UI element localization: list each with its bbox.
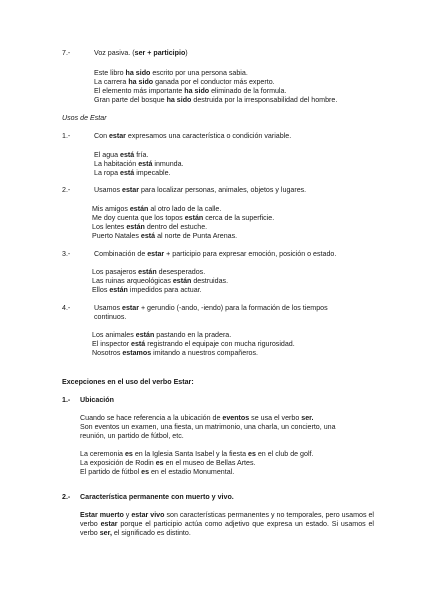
example-line: Las ruinas arqueológicas están destruidas.: [92, 277, 229, 285]
paragraph-line: reunión, un partido de fútbol, etc.: [80, 432, 184, 440]
example-line: El agua está fría.: [94, 151, 149, 159]
rule-text-continued: continuos.: [94, 313, 127, 321]
item-number: 3.-: [62, 250, 71, 258]
paragraph-line: Son eventos un examen, una fiesta, un matrimonio, una charla, un concierto, una: [80, 423, 336, 431]
example-line: El inspector está registrando el equipaje con mucha rigurosidad.: [92, 340, 295, 348]
rule-text: Combinación de estar + participio para expresar emoción, posición o estado.: [94, 250, 337, 258]
rule-text: Usamos estar para localizar personas, animales, objetos y lugares.: [94, 186, 307, 194]
example-line: Nosotros estamos imitando a nuestros compañeros.: [92, 349, 259, 357]
example-line: El elemento más importante ha sido eliminado de la formula.: [94, 87, 287, 95]
section-title: Usos de Estar: [62, 114, 107, 122]
example-line: Los pasajeros están desesperados.: [92, 268, 206, 276]
section-heading: Voz pasiva. (ser + participio): [94, 49, 188, 57]
example-line: La habitación está inmunda.: [94, 160, 184, 168]
example-line: Los animales están pastando en la pradera.: [92, 331, 232, 339]
item-number: 4.-: [62, 304, 71, 312]
example-line: Me doy cuenta que los topos están cerca de la superficie.: [92, 214, 275, 222]
item-number: 1.-: [62, 396, 71, 404]
example-line: Ellos están impedidos para actuar.: [92, 286, 202, 294]
subsection-heading: Característica permanente con muerto y vivo.: [80, 493, 234, 501]
example-line: Gran parte del bosque ha sido destruida por la irresponsabilidad del hombre.: [94, 96, 338, 104]
section-title: Excepciones en el uso del verbo Estar:: [62, 378, 194, 386]
example-line: La exposición de Rodin es en el museo de Bellas Artes.: [80, 459, 256, 467]
example-line: Puerto Natales está al norte de Punta Arenas.: [92, 232, 238, 240]
paragraph-line: Cuando se hace referencia a la ubicación de eventos se usa el verbo ser.: [80, 414, 314, 422]
subsection-heading: Ubicación: [80, 396, 114, 404]
rule-text: Con estar expresamos una característica o condición variable.: [94, 132, 292, 140]
example-line: Los lentes están dentro del estuche.: [92, 223, 208, 231]
rule-text: Usamos estar + gerundio (-ando, -iendo) para la formación de los tiempos: [94, 304, 328, 312]
example-line: La carrera ha sido ganada por el conductor más experto.: [94, 78, 275, 86]
example-line: La ceremonia es en la Iglesia Santa Isabel y la fiesta es en el club de golf.: [80, 450, 314, 458]
item-number: 2.-: [62, 186, 71, 194]
item-number: 1.-: [62, 132, 71, 140]
example-line: La ropa está impecable.: [94, 169, 171, 177]
example-line: Este libro ha sido escrito por una persona sabia.: [94, 69, 248, 77]
item-number: 2.-: [62, 493, 71, 501]
item-number: 7.-: [62, 49, 71, 57]
paragraph: Estar muerto y estar vivo son características permanentes y no temporales, pero usamos el verbo estar porque el participio actúa como adjetivo que expresa un estado. Si usamos el verbo ser, el significado es distinto.: [80, 511, 375, 537]
example-line: El partido de fútbol es en el estadio Monumental.: [80, 468, 235, 476]
example-line: Mis amigos están al otro lado de la calle.: [92, 205, 222, 213]
